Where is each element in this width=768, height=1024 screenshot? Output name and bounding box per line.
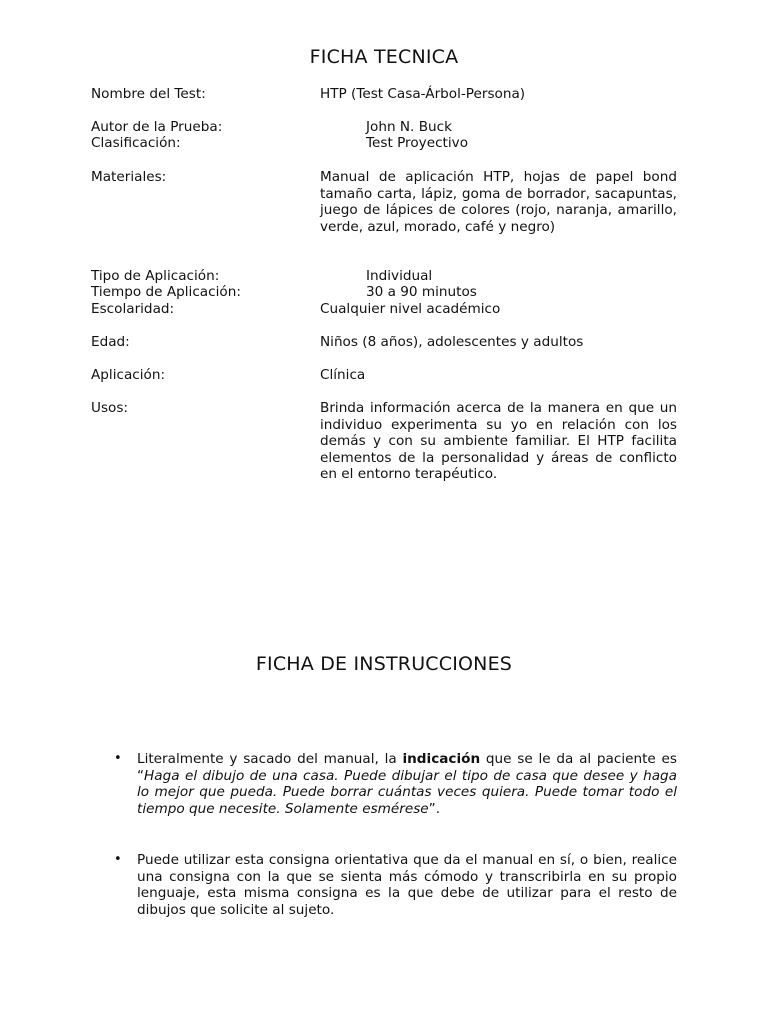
escolaridad-value: Cualquier nivel académico [320,301,501,317]
item1-text-before: Literalmente y sacado del manual, la [137,751,403,767]
item1-bold-word: indicación [402,751,481,767]
nombre-value: HTP (Test Casa-Árbol-Persona) [320,86,526,102]
materiales-label: Materiales: [91,169,167,185]
item1-text-after: que se le da al paciente es “ [137,751,677,784]
autor-label: Autor de la Prueba: [91,119,223,135]
ficha-instrucciones-title: FICHA DE INSTRUCCIONES [255,653,513,675]
bullet-marker: • [114,852,122,867]
ficha-tecnica-title: FICHA TECNICA [309,46,459,68]
edad-label: Edad: [91,334,130,350]
instruction-item-1 [137,751,677,817]
escolaridad-label: Escolaridad: [91,301,175,317]
bullet-marker: • [114,751,122,766]
aplicacion-label: Aplicación: [91,367,166,383]
autor-value: John N. Buck [366,119,452,135]
clasificacion-label: Clasificación: [91,135,181,151]
instruction-item-2: Puede utilizar esta consigna orientativa que da el manual en sí, o bien, realice una consigna con la que se sienta más cómodo y transcribirla en su propio lenguaje, esta misma consigna es la que debe de utilizar para el resto de dibujos que solicite al sujeto. [137,852,677,918]
tiempo-aplicacion-label: Tiempo de Aplicación: [91,284,241,300]
clasificacion-value: Test Proyectivo [366,135,469,151]
item1-end: ”. [428,800,441,817]
tiempo-aplicacion-value: 30 a 90 minutos [366,284,477,300]
tipo-aplicacion-label: Tipo de Aplicación: [91,268,220,284]
tipo-aplicacion-value: Individual [366,268,433,284]
nombre-label: Nombre del Test: [91,86,206,102]
usos-value: Brinda información acerca de la manera en que un individuo experimenta su yo en relación con los demás y con su ambiente familiar. El HTP facilita elementos de la personalidad y áreas de conflicto en el entorno terapéutico. [320,400,677,482]
usos-label: Usos: [91,400,129,416]
item1-italic-quote: Haga el dibujo de una casa. Puede dibujar el tipo de casa que desee y haga lo mejor que pueda. Puede borrar cuántas veces quiera. Puede tomar todo el tiempo que necesite. Solamente esmérese [137,767,677,817]
edad-value: Niños (8 años), adolescentes y adultos [320,334,584,350]
aplicacion-value: Clínica [320,367,366,383]
materiales-value: Manual de aplicación HTP, hojas de papel bond tamaño carta, lápiz, goma de borrador, sacapuntas, juego de lápices de colores (rojo, naranja, amarillo, verde, azul, morado, café y negro) [320,169,677,235]
